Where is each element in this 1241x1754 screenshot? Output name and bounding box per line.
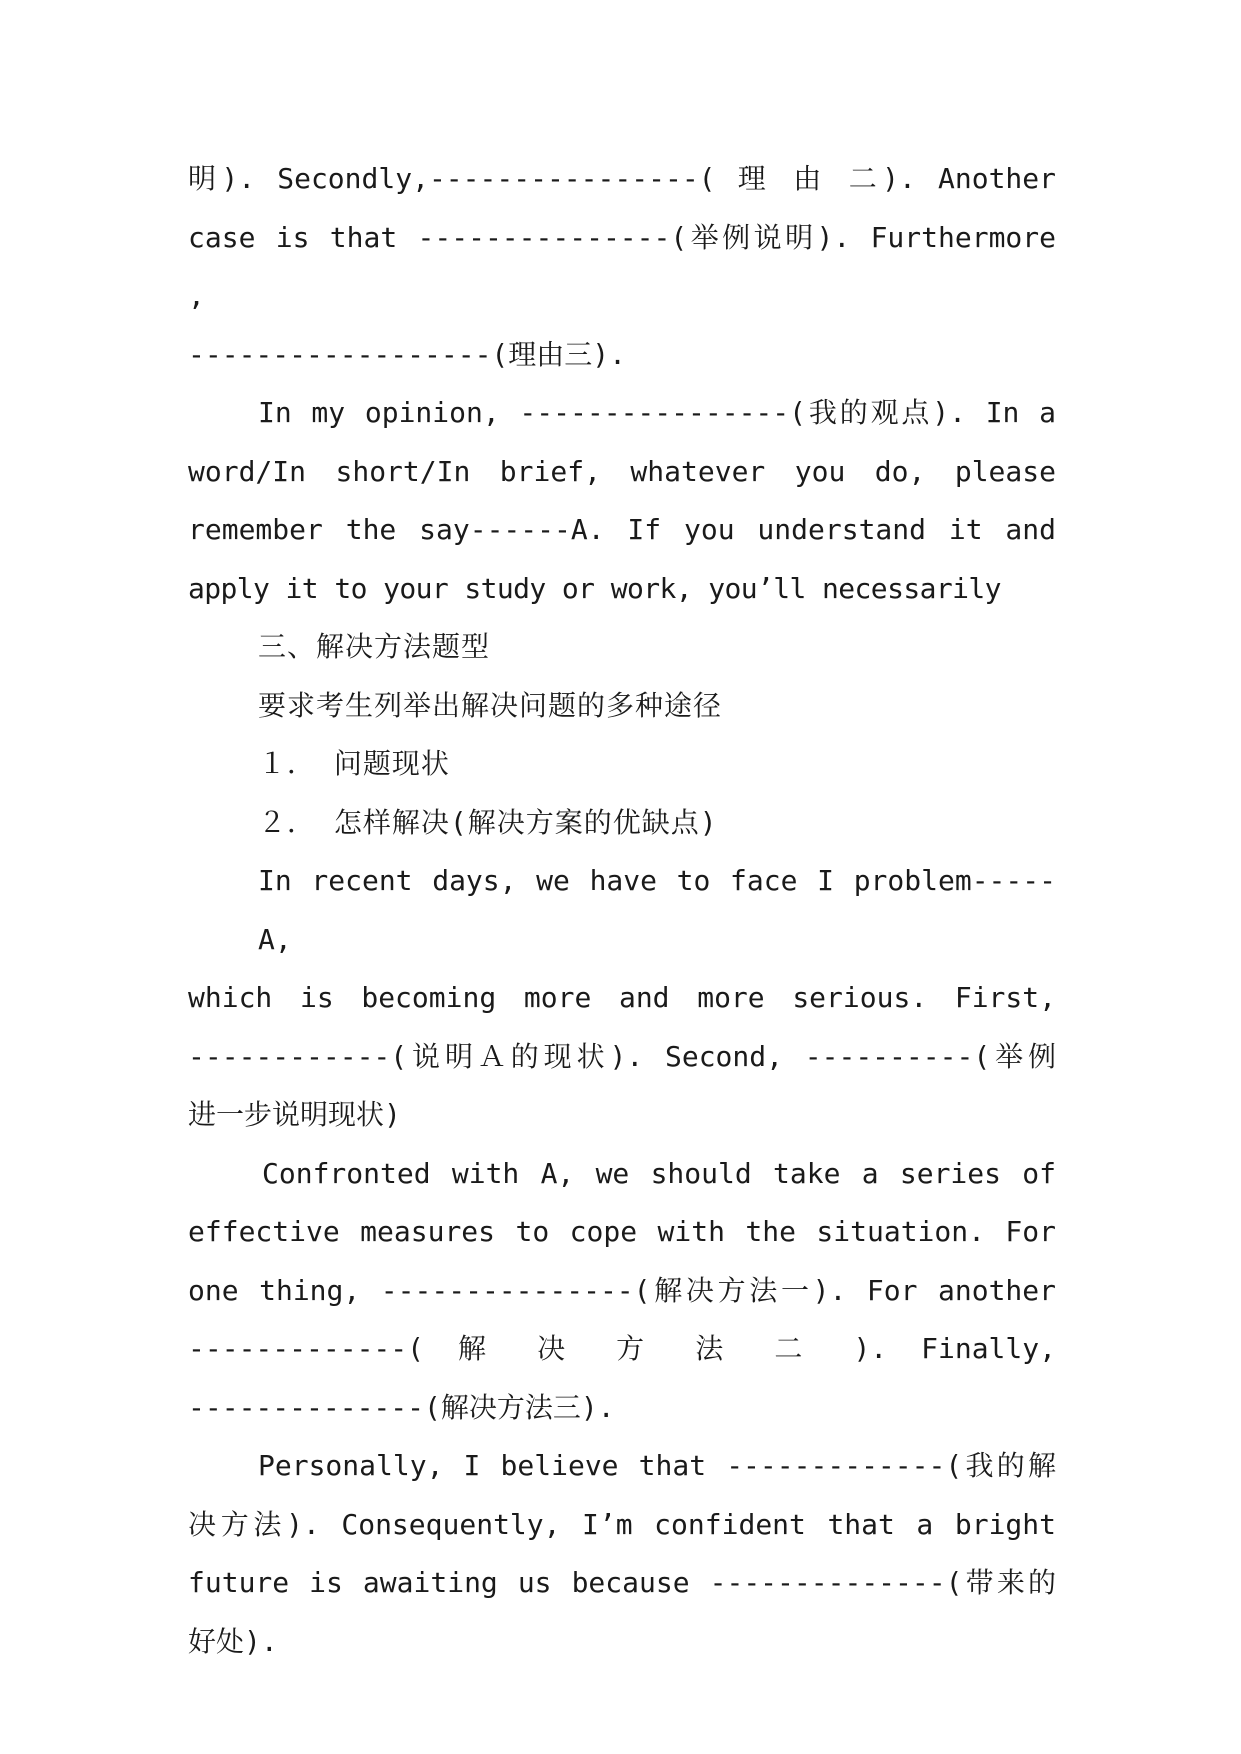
text-line: In my opinion, ----------------(我的观点). In a [258, 396, 1056, 429]
text-line: which is becoming more and more serious. First, [188, 981, 1056, 1014]
text-line: 好处). [188, 1624, 278, 1658]
text-line: ------------------(理由三). [188, 337, 627, 371]
section-heading: 三、解决方法题型 [258, 630, 491, 663]
text-line: 明). Secondly,----------------( 理 由 二). Another [188, 162, 1056, 195]
text-line: case is that ---------------(举例说明). Furthermore , [188, 220, 1056, 312]
text-line: future is awaiting us because --------------(带来的 [188, 1566, 1056, 1599]
list-item: ２． 怎样解决(解决方案的优缺点) [258, 805, 718, 839]
text-line: Confronted with A, we should take a series of [262, 1156, 1056, 1190]
text-line: Personally, I believe that -------------(我的解 [258, 1449, 1056, 1482]
text-line: apply it to your study or work, you’ll necessarily [188, 571, 1001, 605]
text-line: ------------(说明Ａ的现状). Second, ----------(举例 [188, 1039, 1056, 1073]
text-line: 进一步说明现状) [188, 1098, 401, 1131]
text-line: In recent days, we have to face I problem-----A, [258, 864, 1056, 956]
text-line: --------------(解决方法三). [188, 1390, 615, 1424]
text-line: one thing, ---------------(解决方法一). For another [188, 1273, 1056, 1307]
text-line: word/In short/In brief, whatever you do, please [188, 454, 1056, 488]
section-description: 要求考生列举出解决问题的多种途径 [258, 688, 723, 722]
text-line: effective measures to cope with the situation. For [188, 1215, 1056, 1248]
text-line: 决方法). Consequently, I’m confident that a bright [188, 1507, 1056, 1541]
text-line: remember the say------A. If you understand it and [188, 513, 1056, 546]
document-page [188, 150, 1056, 1671]
text-line: -------------( 解 决 方 法 二 ). Finally, [188, 1332, 1056, 1365]
list-item: １． 问题现状 [258, 747, 450, 780]
